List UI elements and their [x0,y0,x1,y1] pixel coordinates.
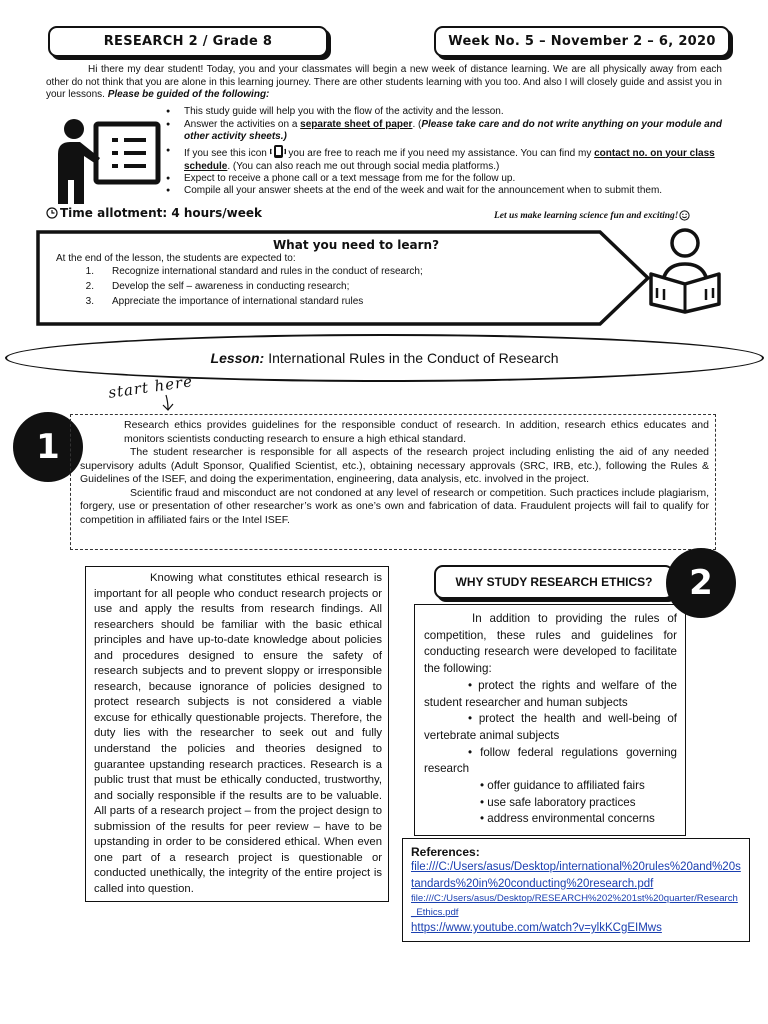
phone-icon [270,144,286,159]
week-label [434,26,730,57]
arrow-down-icon [158,394,178,412]
lesson-banner [5,334,764,382]
objective-item [56,279,596,294]
section-1-box [70,414,716,550]
tagline [494,210,690,221]
list-item [166,173,726,186]
lesson-title: International Rules in the Conduct of Research [268,350,559,366]
guided-text: Please be guided of the following: [107,89,270,100]
section-1-para-2: The student researcher is responsible for all aspects of the research project including enlisting the aid of any needed supervisory adults (Adult Sponsor, Qualified Scientist, etc.), obtaining necessary approvals (SRC, IRB, etc.), following the Rules & Guidelines of the ISEF, and doing the experimentation, engineering, data analysis, etc. involved in the project. [80,446,709,485]
section-2-number: 2 [689,563,713,603]
objective-number: 3. [85,296,94,307]
section-2-item: • protect the rights and welfare of the student researcher and human subjects [424,678,677,709]
bullet-2-text: Answer the activities on a [184,118,298,130]
reference-link-1[interactable]: file:///C:/Users/asus/Desktop/international%20rules%20and%20standards%20in%20conducting%20research.pdf [411,861,741,890]
teacher-presentation-icon [54,114,166,204]
objective-number: 1. [85,266,94,277]
objective-text: Appreciate the importance of international standard rules [112,296,364,307]
section-2-heading: WHY STUDY RESEARCH ETHICS? [455,575,653,589]
objective-text: Develop the self – awareness in conducting research; [112,281,350,292]
section-1-para-1: Research ethics provides guidelines for the responsible conduct of research. In addition, research ethics educates and monitors scientists conducting research to ensure a high ethical standard. [124,419,709,445]
section-2-heading-box [434,565,674,599]
bullet-2-underlined: separate sheet of paper [300,118,413,130]
ethics-importance-text: Knowing what constitutes ethical research is important for all people who conduct research projects or use and apply the results from research findings. All researchers should be familiar with the basic ethical principles and have up-to-date knowledge about policies and procedures designed to ensure the safety of research subjects and to prevent sloppy or irresponsible research, because ignorance of policies designed to protect research subjects is not considered a viable excuse for ethically questionable projects. Therefore, the duty lies with the researcher to seek out and fully understand the policies and theories designed to guarantee upstanding research practices. Research is a public trust that must be ethically conducted, trustworthy, and socially responsible if the results are to be valuable. All parts of a research project – from the project design to submission of the results for peer review – have to be upstanding in order to be considered ethical. When even one part of a research project is questionable or conducted unethically, the integrity of the entire project is called into question. [94,572,382,895]
time-allotment-text: Time allotment: 4 hours/week [60,206,262,220]
section-2-item: • protect the health and well-being of vertebrate animal subjects [424,712,677,742]
objectives-box [56,238,596,309]
bullet-3-text-c: . (You can also reach me out through social media platforms.) [227,160,500,172]
guide-bullet-list [166,106,726,198]
objectives-list [56,264,596,309]
bullet-3-text-b: you are free to reach me if you need my assistance. You can find my [288,147,592,159]
ethics-importance-box [85,566,389,902]
list-item [166,185,726,198]
objective-item [56,294,596,309]
subject-text: RESEARCH 2 / Grade 8 [103,34,273,49]
reference-link-3[interactable]: https://www.youtube.com/watch?v=ylkKCgEIMws [411,922,662,934]
section-2-item: • follow federal regulations governing research [424,745,677,776]
section-1-para-3: Scientific fraud and misconduct are not condoned at any level of research or competition. Such practices include plagiarism, forgery, use or presentation of other researcher’s work as one’s own and fabrication of data. Fraudulent projects will fail to qualify for competition in affiliated fairs or the Intel ISEF. [80,486,709,526]
reader-icon [648,226,722,314]
objectives-lead: At the end of the lesson, the students are expected to: [56,253,296,264]
lesson-label: Lesson: [210,350,265,366]
subject-label [48,26,328,57]
bullet-2-emphasis: Please take care and do not write anything on your module and other activity sheets.) [184,118,722,142]
objective-item [56,264,596,279]
greeting-text: Hi there my dear student! Today, you and your classmates will begin a new week of distance learning. We are all physically away from each other do not think that you are alone in this learning journey. There are other students learning with you too. And also I will closely guide and assist you in your lessons. [46,64,722,100]
objective-number: 2. [85,281,94,292]
bullet-2-sep: . ( [412,118,422,130]
bullet-1-text: This study guide will help you with the flow of the activity and the lesson. [184,106,504,117]
section-2-lead: In addition to providing the rules of competition, these rules and guidelines for conducting research were developed to facilitate the following: [424,612,677,676]
bullet-4-text: Expect to receive a phone call or a text message from me for the follow up. [184,172,516,184]
section-2-item: • offer guidance to affiliated fairs [480,779,645,793]
contact-schedule-note: contact no. on your class schedule [184,147,715,172]
bullet-5-text: Compile all your answer sheets at the end of the week and wait for the announcement when to submit them. [184,185,663,196]
references-title: References: [411,845,480,859]
bullet-3-text-a: If you see this icon [184,147,267,159]
list-item [166,144,726,173]
objectives-title: What you need to learn? [272,238,440,252]
section-2-item: • address environmental concerns [480,812,655,826]
time-allotment [46,206,262,220]
references-box [402,838,750,942]
clock-icon [46,207,58,219]
section-2-item: • use safe laboratory practices [480,795,636,809]
start-here-text: start here [107,372,195,402]
objective-text: Recognize international standard and rules in the conduct of research; [112,266,423,277]
week-text: Week No. 5 – November 2 – 6, 2020 [448,34,716,49]
section-2-box [414,604,686,836]
smiley-icon [679,210,690,221]
list-item [166,106,726,119]
intro-paragraph [46,64,722,102]
reference-link-2[interactable]: file:///C:/Users/asus/Desktop/RESEARCH%202%201st%20quarter/Research_Ethics.pdf [411,893,738,918]
tagline-text: Let us make learning science fun and exciting! [494,210,679,221]
section-1-number: 1 [36,427,60,467]
list-item [166,119,726,144]
